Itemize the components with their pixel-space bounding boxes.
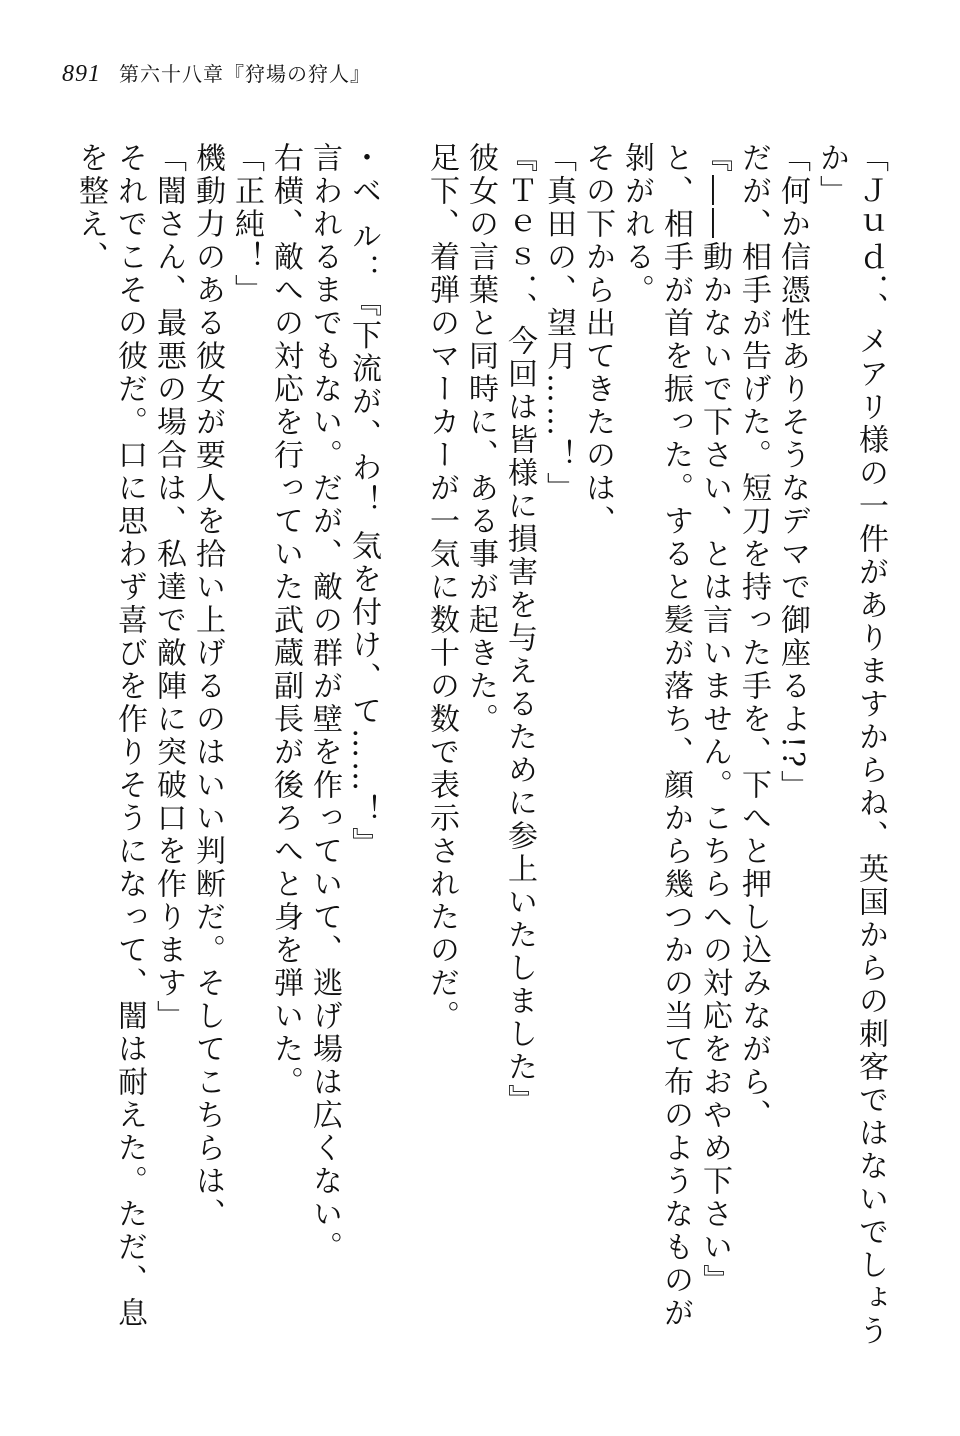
text-line: 『Ｔｅｓ．、今回は皆様に損害を与えるために参上いたしました』 xyxy=(502,142,537,1117)
text-line: 足下、着弾のマーカーが一気に数十の数で表示されたのだ。 xyxy=(424,142,459,1033)
text-line: 「何か信憑性ありそうなデマで御座るよ!?」 xyxy=(775,142,810,804)
page-number: 891 xyxy=(62,61,101,87)
text-line: 「闇さん、最悪の場合は、私達で敵陣に突破口を作ります」 xyxy=(151,142,186,1033)
text-line: ・ベ ル：『下流が、わ！ 気を付け、て……！』 xyxy=(346,142,381,861)
page-header xyxy=(62,58,371,88)
text-line: 右横、敵への対応を行っていた武蔵副長が後ろへと身を弾いた。 xyxy=(268,142,303,1099)
text-line: だが、相手が告げた。短刀を持った手を、下へと押し込みながら、 xyxy=(736,142,771,1132)
section-gap xyxy=(383,142,422,1362)
text-line: 『――動かないで下さい、とは言いません。こちらへの対応をおやめ下さい』 xyxy=(697,142,732,1297)
text-line: と、相手が首を振った。すると髪が落ち、顔から幾つかの当て布のようなものが剝がれる。 xyxy=(619,142,693,1330)
text-line: それでこその彼だ。口に思わず喜びを作りそうになって、闇は耐えた。ただ、息を整え、 xyxy=(73,142,147,1330)
text-line: 「真田の、望月……！」 xyxy=(541,142,576,505)
text-line: 「正純！」 xyxy=(229,142,264,307)
text-line: その下から出てきたのは、 xyxy=(580,142,615,538)
text-line: 言われるまでもない。だが、敵の群が壁を作っていて、逃げ場は広くない。 xyxy=(307,142,342,1264)
chapter-title: 第六十八章『狩場の狩人』 xyxy=(119,64,371,86)
text-line: 「Ｊｕｄ．、メアリ様の一件がありますからね、英国からの刺客ではないでしょうか」 xyxy=(814,142,888,1348)
text-line: 彼女の言葉と同時に、ある事が起きた。 xyxy=(463,142,498,736)
body-text xyxy=(60,142,890,1362)
text-line: 機動力のある彼女が要人を拾い上げるのはいい判断だ。そしてこちらは、 xyxy=(190,142,225,1231)
